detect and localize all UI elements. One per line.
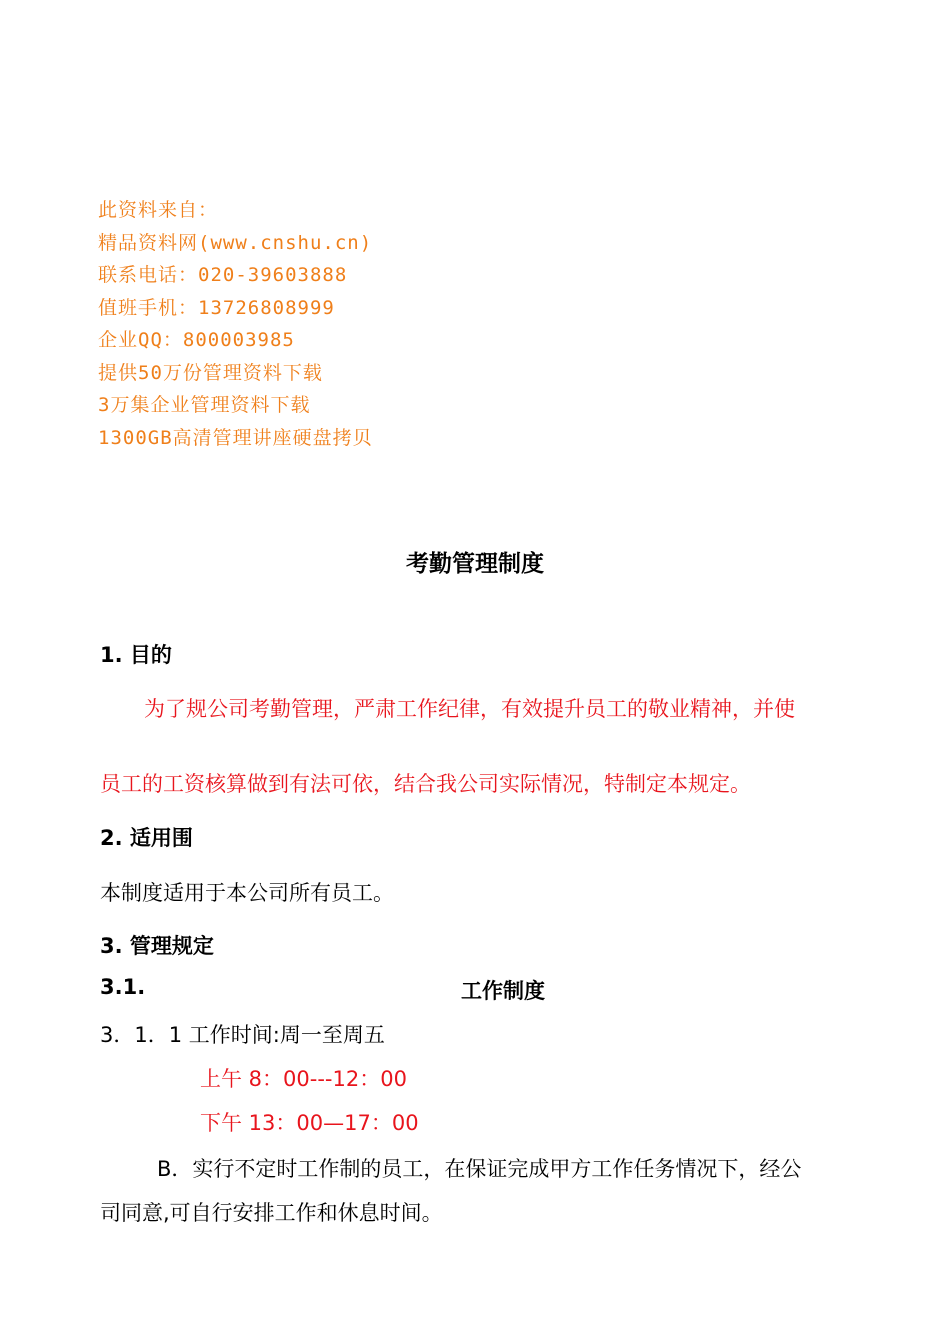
document-title: 考勤管理制度 bbox=[406, 551, 544, 577]
purpose-paragraph-line-2: 员工的工资核算做到有法可依，结合我公司实际情况，特制定本规定。 bbox=[100, 772, 751, 796]
flexible-work-line-2: 司同意,可自行安排工作和休息时间。 bbox=[100, 1201, 443, 1225]
source-info-block bbox=[98, 194, 373, 454]
section-1-heading: 1. 目的 bbox=[100, 643, 172, 667]
work-hours-item: 3．1．1 工作时间:周一至周五 bbox=[100, 1023, 385, 1047]
morning-hours: 上午 8：00---12：00 bbox=[200, 1067, 407, 1091]
source-line: 精品资料网(www.cnshu.cn) bbox=[98, 231, 373, 254]
source-line: 值班手机：13726808999 bbox=[98, 296, 335, 319]
subsection-3-1-title: 工作制度 bbox=[461, 979, 545, 1003]
source-line: 联系电话：020-39603888 bbox=[98, 264, 348, 286]
section-3-heading: 3. 管理规定 bbox=[100, 934, 214, 958]
flexible-work-line-1: B．实行不定时工作制的员工，在保证完成甲方工作任务情况下，经公 bbox=[157, 1157, 802, 1181]
subsection-3-1-number: 3.1. bbox=[100, 975, 146, 999]
source-line: 企业QQ：800003985 bbox=[98, 329, 295, 351]
scope-text: 本制度适用于本公司所有员工。 bbox=[100, 881, 394, 905]
purpose-paragraph-line-1: 为了规公司考勤管理，严肃工作纪律，有效提升员工的敬业精神，并使 bbox=[144, 697, 795, 721]
source-line: 3万集企业管理资料下载 bbox=[98, 394, 311, 416]
afternoon-hours: 下午 13：00—17：00 bbox=[200, 1111, 419, 1135]
source-line: 1300GB高清管理讲座硬盘拷贝 bbox=[98, 426, 373, 449]
source-line: 提供50万份管理资料下载 bbox=[98, 361, 323, 384]
section-2-heading: 2. 适用围 bbox=[100, 826, 193, 850]
source-line: 此资料来自： bbox=[98, 199, 219, 221]
